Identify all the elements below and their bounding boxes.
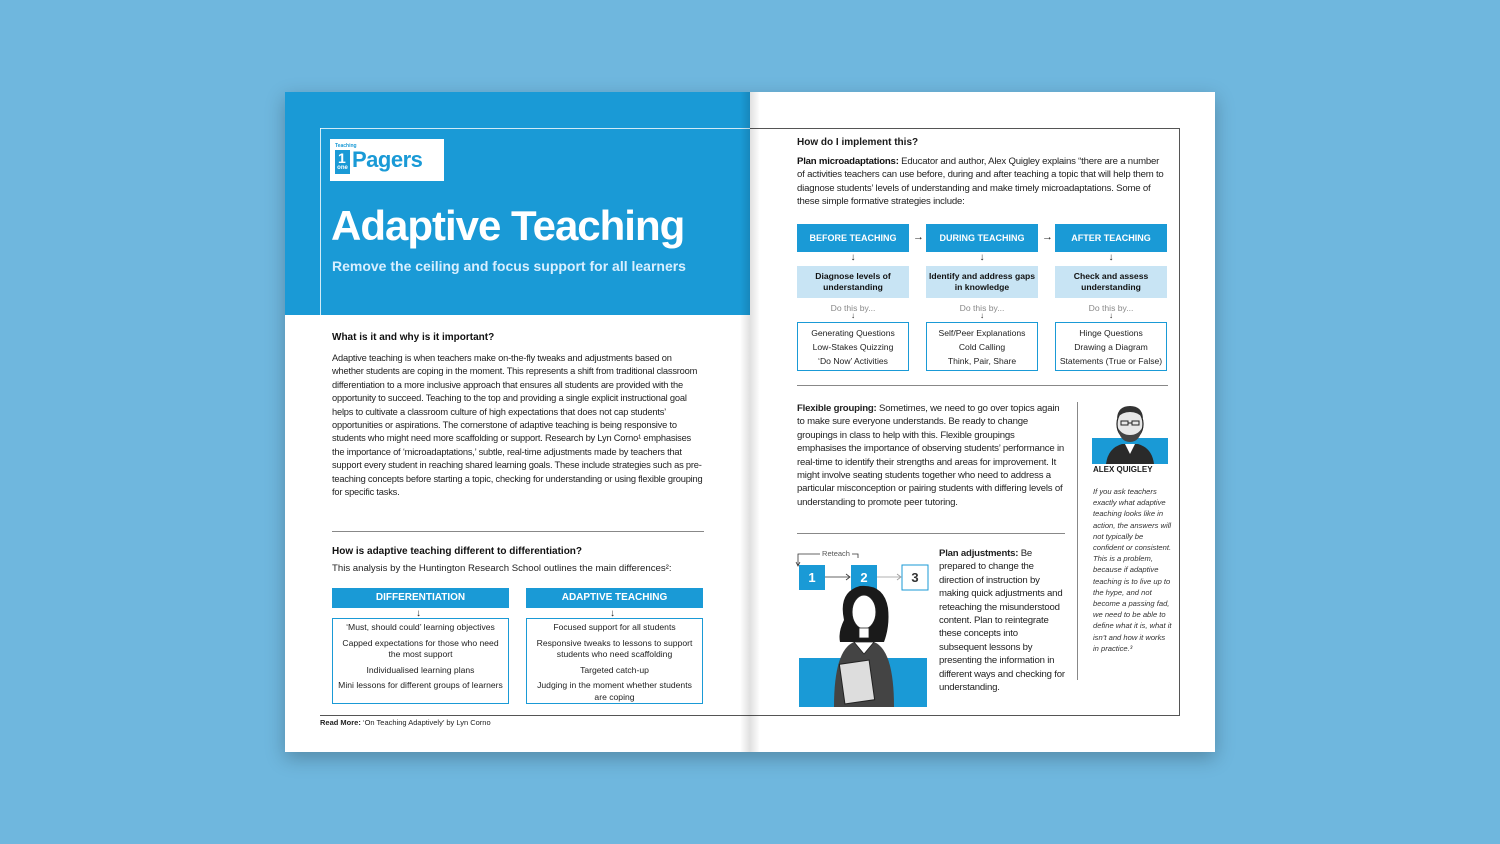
down-arrow-icon: ↓ (416, 608, 421, 619)
down-arrow-icon: ↓ (610, 608, 615, 619)
logo-teaching-text: Teaching (335, 143, 357, 149)
phase-goal: Check and assess understanding (1055, 266, 1167, 298)
hero-banner (285, 92, 750, 315)
right-arrow-icon: → (1042, 231, 1053, 243)
list-item: Responsive tweaks to lessons to support students who need scaffolding (536, 637, 693, 659)
strategy-item: Think, Pair, Share (947, 356, 1017, 367)
section-heading-difference: How is adaptive teaching different to differentiation? (332, 546, 583, 557)
footer-rule (320, 715, 750, 716)
hero-frame-line (320, 128, 750, 129)
column-divider (1077, 402, 1078, 680)
down-arrow-icon: ↓ (851, 311, 855, 320)
strategy-item: ‘Do Now’ Activities (818, 356, 888, 367)
para-text: Educator and author, Alex Quigley explains “there are a number of activities teachers can use before, during and after teaching a topic that will help them to diagnose students’ levels of understanding and make timely microadaptations. Some of these simple formative strategies include: (797, 156, 1164, 208)
divider (797, 385, 1168, 386)
differentiation-list (332, 618, 509, 704)
phase-during: DURING TEACHING (926, 224, 1038, 252)
read-more-label: Read More: (320, 718, 361, 727)
strategy-item: Drawing a Diagram (1074, 342, 1148, 353)
do-this-label: Do this by... (830, 303, 876, 313)
adaptive-teaching-header: ADAPTIVE TEACHING (526, 588, 703, 608)
magazine-spread (285, 92, 1215, 752)
plan-microadaptations-para (797, 155, 1169, 209)
section-intro-difference: This analysis by the Huntington Research School outlines the main differences²: (332, 563, 672, 574)
alex-quigley-portrait (1092, 402, 1168, 464)
list-item: Focused support for all students (553, 622, 676, 632)
list-item: Capped expectations for those who need the most support (342, 637, 499, 659)
left-page (285, 92, 750, 752)
list-item: Targeted catch-up (580, 664, 649, 675)
phase-goal: Diagnose levels of understanding (797, 266, 909, 298)
down-arrow-icon: ↓ (850, 252, 856, 263)
read-more (320, 718, 491, 727)
differentiation-header: DIFFERENTIATION (332, 588, 509, 608)
down-arrow-icon: ↓ (1108, 252, 1114, 263)
phase-after: AFTER TEACHING (1055, 224, 1167, 252)
para-label: Flexible grouping: (797, 403, 877, 414)
para-text: Be prepared to change the direction of instruction by making quick adjustments and reteaching the misunderstood content. Plan to reintegrate these concepts into subsequent lessons by presenting the information in different ways and checking for understanding. (939, 548, 1065, 694)
para-label: Plan microadaptations: (797, 156, 899, 167)
right-arrow-icon: → (913, 231, 924, 243)
step-three: 3 (911, 570, 919, 585)
para-text: Sometimes, we need to go over topics again to make sure everyone understands. Be ready to change groupings in class to help with this. Flexible groupings emphasises the importance of observing students’ performance in real-time to identify their strengths and areas for improvement. It might involve seating students together who need to address a particular misconception or pairing students with differing levels of understanding to promote peer tutoring. (797, 403, 1065, 508)
strategy-item: Self/Peer Explanations (938, 328, 1026, 338)
strategy-box (797, 322, 909, 371)
strategy-item: Hinge Questions (1079, 328, 1143, 338)
right-page (750, 92, 1215, 752)
logo-pagers-text: Pagers (352, 147, 423, 172)
page-subtitle: Remove the ceiling and focus support for all learners (332, 258, 686, 274)
list-item: Judging in the moment whether students are coping (537, 680, 692, 702)
section-heading-implement: How do I implement this? (797, 137, 919, 148)
quote-author: ALEX QUIGLEY (1093, 465, 1153, 474)
list-item: Individualised learning plans (366, 664, 475, 675)
strategy-box (926, 322, 1038, 371)
read-more-text: ‘On Teaching Adaptively’ by Lyn Corno (360, 718, 491, 727)
step-two: 2 (860, 570, 868, 585)
logo-one-badge: 1 one (335, 150, 350, 174)
flexible-grouping-para (797, 402, 1065, 509)
strategy-item: Low-Stakes Quizzing (812, 342, 894, 353)
hero-frame-line (320, 128, 321, 315)
frame-line (750, 128, 1180, 129)
frame-line (750, 715, 1180, 716)
divider (332, 531, 704, 532)
down-arrow-icon: ↓ (979, 252, 985, 263)
strategy-item: Generating Questions (811, 328, 895, 338)
adaptive-teaching-list (526, 618, 703, 704)
page-title: Adaptive Teaching (331, 202, 685, 249)
section-heading-what: What is it and why is it important? (332, 332, 495, 343)
do-this-label: Do this by... (1088, 303, 1134, 313)
section-body-what: Adaptive teaching is when teachers make on-the-fly tweaks and adjustments based on whether students are coping in the moment. This represents a shift from traditional classroom differentiation to a more inclusive approach that ensures all students are provided with the opportunity to succeed. Teaching to the top and providing a single explicit instructional goal helps to cultivate a classroom culture of high expectations that does not cap students’ opportunities or aspirations. The cornerstone of adaptive teaching is being responsive to students who might need more scaffolding or support. Research by Lyn Corno¹ emphasises the importance of ‘microadaptations,’ subtle, real-time adjustments made by teachers that support every student in reaching shared learning goals. These include strategies such as pre-teaching concepts before starting a topic, checking for understanding or using flexible grouping for specific tasks. (332, 353, 703, 498)
phase-goal: Identify and address gaps in knowledge (926, 266, 1038, 298)
strategy-item: Statements (True or False) (1059, 356, 1163, 367)
frame-line (1179, 128, 1180, 716)
strategy-box (1055, 322, 1167, 371)
down-arrow-icon: ↓ (1109, 311, 1113, 320)
down-arrow-icon: ↓ (980, 311, 984, 320)
plan-adjustments-para (939, 547, 1067, 694)
step-one: 1 (808, 570, 816, 585)
list-item: Mini lessons for different groups of learners (338, 680, 503, 690)
do-this-label: Do this by... (959, 303, 1005, 313)
pull-quote: If you ask teachers exactly what adaptive teaching looks like in action, the answers will not typically be confident or consistent. This is a problem, because if adaptive teaching is to live up to the hype, and not become a passing fad, we need to be able to define what it is, what it isn’t and how it works in practice.³ (1093, 487, 1172, 653)
reteach-diagram (794, 542, 929, 707)
reteach-label: Reteach (822, 549, 850, 558)
one-pagers-logo (330, 139, 444, 181)
divider (797, 533, 1065, 534)
phase-before: BEFORE TEACHING (797, 224, 909, 252)
strategy-item: Cold Calling (958, 342, 1006, 353)
list-item: ‘Must, should could’ learning objectives (346, 622, 495, 632)
para-label: Plan adjustments: (939, 548, 1019, 559)
